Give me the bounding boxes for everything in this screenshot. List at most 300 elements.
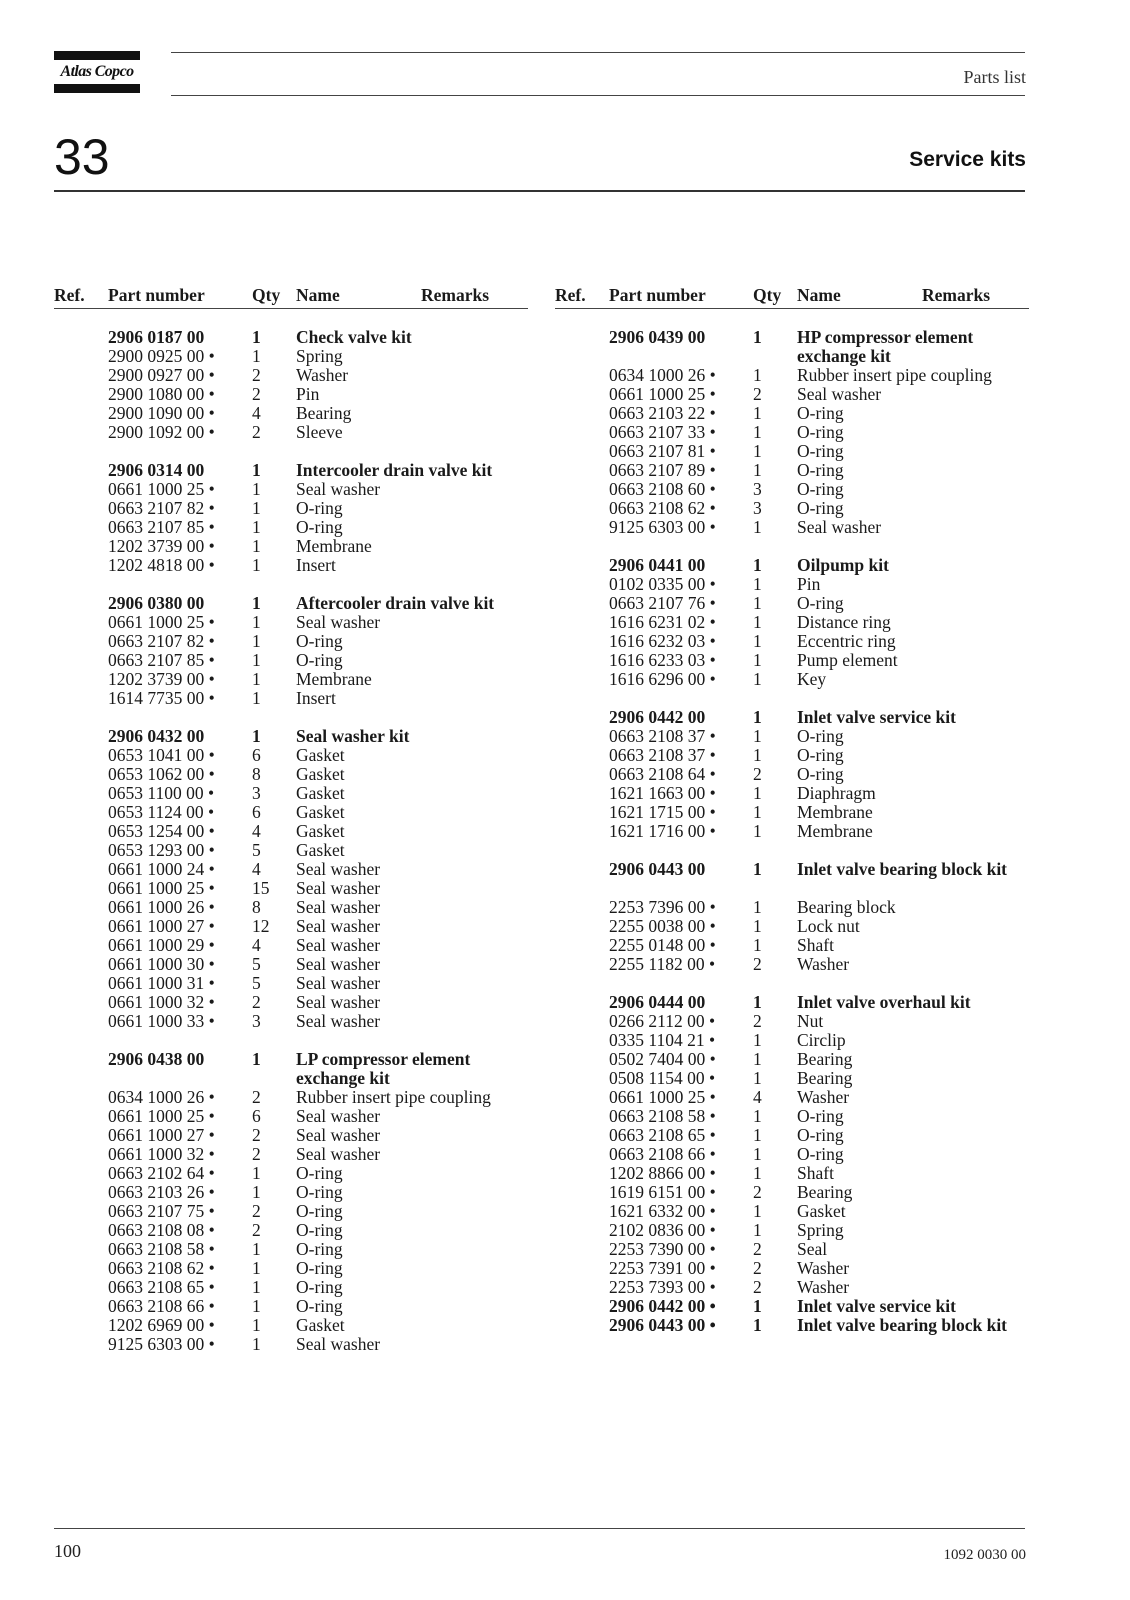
quantity: 1 <box>753 1201 762 1221</box>
quantity: 1 <box>753 745 762 765</box>
part-number: 0661 1000 32 • <box>108 992 215 1012</box>
part-row <box>54 1126 528 1145</box>
part-number: 0653 1100 00 • <box>108 783 215 803</box>
part-row <box>54 1240 528 1259</box>
part-row <box>555 594 1029 613</box>
part-row <box>54 822 528 841</box>
part-number: 1621 1715 00 • <box>609 802 716 822</box>
part-number: 0663 2108 64 • <box>609 764 716 784</box>
part-row <box>54 404 528 423</box>
part-row <box>555 1183 1029 1202</box>
part-name: O-ring <box>296 1220 343 1240</box>
quantity: 1 <box>252 612 261 632</box>
header-remarks: Remarks <box>922 285 991 305</box>
quantity: 3 <box>252 1011 261 1031</box>
part-row <box>555 955 1029 974</box>
part-row <box>555 518 1029 537</box>
chapter-rule <box>54 190 1025 192</box>
quantity: 1 <box>753 935 762 955</box>
part-name: O-ring <box>296 1258 343 1278</box>
part-name: O-ring <box>296 517 343 537</box>
part-name: Gasket <box>296 745 345 765</box>
quantity: 1 <box>252 650 261 670</box>
part-name: Gasket <box>296 764 345 784</box>
quantity: 1 <box>753 1220 762 1240</box>
quantity: 1 <box>252 1182 261 1202</box>
part-number: 0661 1000 25 • <box>609 1087 716 1107</box>
part-row <box>54 1316 528 1335</box>
part-row <box>54 746 528 765</box>
part-row <box>54 784 528 803</box>
quantity: 1 <box>753 460 762 480</box>
quantity: 1 <box>753 593 762 613</box>
part-number: 0661 1000 25 • <box>108 878 215 898</box>
part-row <box>555 1240 1029 1259</box>
part-number: 2906 0443 00 <box>609 859 706 879</box>
quantity: 12 <box>252 916 270 936</box>
chapter-number: 33 <box>54 129 110 185</box>
part-name: Circlip <box>797 1030 846 1050</box>
part-name: Inlet valve overhaul kit <box>797 992 971 1012</box>
part-name: Seal washer <box>296 973 381 993</box>
part-name: Lock nut <box>797 916 860 936</box>
column-header-rule <box>555 308 1029 309</box>
part-row <box>54 518 528 537</box>
quantity: 1 <box>753 631 762 651</box>
part-number: 0653 1254 00 • <box>108 821 215 841</box>
part-number: 0266 2112 00 • <box>609 1011 716 1031</box>
quantity: 1 <box>753 1030 762 1050</box>
part-row <box>555 575 1029 594</box>
part-name: Bearing <box>797 1068 853 1088</box>
part-number: 0663 2107 82 • <box>108 631 215 651</box>
part-row <box>555 822 1029 841</box>
part-name: LP compressor element exchange kit <box>296 1049 471 1088</box>
part-name: Seal washer <box>296 612 381 632</box>
quantity: 1 <box>753 1125 762 1145</box>
quantity: 1 <box>252 593 261 613</box>
part-row <box>555 1069 1029 1088</box>
part-name: Shaft <box>797 1163 834 1183</box>
quantity: 1 <box>753 555 762 575</box>
part-name: Washer <box>797 1277 850 1297</box>
part-name: Washer <box>296 365 349 385</box>
part-number: 1621 6332 00 • <box>609 1201 716 1221</box>
part-name: O-ring <box>797 1144 844 1164</box>
header-name: Name <box>296 285 340 305</box>
kit-group <box>54 328 528 442</box>
part-name: O-ring <box>797 460 844 480</box>
part-number: 2900 1092 00 • <box>108 422 215 442</box>
kit-group <box>555 860 1029 974</box>
parts-column-left <box>54 284 528 1373</box>
part-row <box>54 670 528 689</box>
header-part-number: Part number <box>609 285 706 305</box>
quantity: 1 <box>753 441 762 461</box>
part-number: 2900 1080 00 • <box>108 384 215 404</box>
quantity: 1 <box>252 479 261 499</box>
part-number: 0663 2107 85 • <box>108 517 215 537</box>
part-number: 2253 7396 00 • <box>609 897 716 917</box>
quantity: 4 <box>252 859 261 879</box>
part-number: 1202 3739 00 • <box>108 536 215 556</box>
quantity: 1 <box>753 365 762 385</box>
quantity: 1 <box>252 726 261 746</box>
part-number: 2255 0148 00 • <box>609 935 716 955</box>
part-name: O-ring <box>797 479 844 499</box>
part-number: 2906 0444 00 <box>609 992 706 1012</box>
part-name: O-ring <box>296 1296 343 1316</box>
part-number: 0508 1154 00 • <box>609 1068 716 1088</box>
quantity: 2 <box>252 1125 261 1145</box>
kit-group <box>555 556 1029 689</box>
quantity: 6 <box>252 745 261 765</box>
part-row <box>555 1278 1029 1297</box>
part-number: 1616 6231 02 • <box>609 612 716 632</box>
part-number: 0663 2108 65 • <box>108 1277 215 1297</box>
part-row <box>54 936 528 955</box>
part-number: 0663 2103 22 • <box>609 403 716 423</box>
logo-bar-bottom <box>54 84 140 93</box>
part-name: O-ring <box>296 498 343 518</box>
part-number: 0663 2107 81 • <box>609 441 716 461</box>
part-name: Spring <box>797 1220 844 1240</box>
part-row <box>555 917 1029 936</box>
part-number: 0661 1000 25 • <box>108 612 215 632</box>
quantity: 1 <box>252 536 261 556</box>
part-row <box>555 1221 1029 1240</box>
quantity: 1 <box>753 574 762 594</box>
part-row <box>54 1164 528 1183</box>
part-name: Gasket <box>296 783 345 803</box>
part-row <box>54 898 528 917</box>
part-name: O-ring <box>296 650 343 670</box>
part-number: 2906 0314 00 <box>108 460 205 480</box>
logo-bar-top <box>54 51 140 60</box>
part-number: 0653 1124 00 • <box>108 802 215 822</box>
part-row <box>54 1259 528 1278</box>
quantity: 1 <box>753 1144 762 1164</box>
part-number: 0634 1000 26 • <box>609 365 716 385</box>
part-row <box>54 632 528 651</box>
quantity: 2 <box>252 992 261 1012</box>
part-name: Seal washer <box>296 479 381 499</box>
part-name: Seal washer <box>296 1106 381 1126</box>
header-rule-bottom <box>171 95 1025 96</box>
part-row <box>54 556 528 575</box>
part-row <box>555 746 1029 765</box>
header-remarks: Remarks <box>421 285 490 305</box>
part-number: 0663 2103 26 • <box>108 1182 215 1202</box>
part-row <box>555 1259 1029 1278</box>
part-row <box>54 1145 528 1164</box>
column-header <box>54 284 528 308</box>
part-name: Gasket <box>296 1315 345 1335</box>
part-number: 0634 1000 26 • <box>108 1087 215 1107</box>
part-row <box>555 366 1029 385</box>
part-name: O-ring <box>296 1182 343 1202</box>
quantity: 1 <box>252 631 261 651</box>
part-name: HP compressor element exchange kit <box>797 327 974 366</box>
part-number: 0661 1000 25 • <box>108 1106 215 1126</box>
quantity: 1 <box>252 555 261 575</box>
part-name: Sleeve <box>296 422 343 442</box>
kit-header-row <box>555 328 1029 366</box>
part-number: 0661 1000 32 • <box>108 1144 215 1164</box>
kit-group <box>54 1050 528 1354</box>
part-name: Gasket <box>797 1201 846 1221</box>
quantity: 8 <box>252 764 261 784</box>
part-row <box>555 1050 1029 1069</box>
part-number: 0102 0335 00 • <box>609 574 716 594</box>
document-number: 1092 0030 00 <box>943 1547 1026 1563</box>
part-number: 0663 2108 58 • <box>108 1239 215 1259</box>
quantity: 3 <box>753 498 762 518</box>
part-number: 2900 0925 00 • <box>108 346 215 366</box>
part-name: Seal washer <box>296 992 381 1012</box>
part-name: O-ring <box>296 1239 343 1259</box>
kit-header-row <box>54 727 528 746</box>
quantity: 1 <box>753 897 762 917</box>
part-row <box>555 1202 1029 1221</box>
quantity: 2 <box>753 1182 762 1202</box>
part-number: 2906 0439 00 <box>609 327 706 347</box>
quantity: 1 <box>753 992 762 1012</box>
chapter-title: Service kits <box>909 148 1026 171</box>
quantity: 1 <box>753 1106 762 1126</box>
quantity: 1 <box>753 669 762 689</box>
quantity: 2 <box>753 1239 762 1259</box>
quantity: 5 <box>252 954 261 974</box>
part-number: 0663 2107 76 • <box>609 593 716 613</box>
quantity: 1 <box>753 612 762 632</box>
quantity: 1 <box>753 1163 762 1183</box>
part-row <box>555 1145 1029 1164</box>
part-number: 2253 7393 00 • <box>609 1277 716 1297</box>
quantity: 2 <box>252 1220 261 1240</box>
part-row <box>555 1012 1029 1031</box>
part-row <box>54 1202 528 1221</box>
part-number: 2906 0187 00 <box>108 327 205 347</box>
quantity: 1 <box>252 460 261 480</box>
part-name: Seal washer <box>296 897 381 917</box>
part-name: O-ring <box>296 631 343 651</box>
part-name: Washer <box>797 954 850 974</box>
part-row <box>555 480 1029 499</box>
kit-list <box>555 328 1029 1354</box>
part-row <box>54 765 528 784</box>
part-name: O-ring <box>797 403 844 423</box>
part-row <box>54 1012 528 1031</box>
quantity: 1 <box>252 669 261 689</box>
part-name: Seal <box>797 1239 828 1259</box>
part-number: 0653 1041 00 • <box>108 745 215 765</box>
part-number: 0663 2107 82 • <box>108 498 215 518</box>
quantity: 1 <box>252 498 261 518</box>
part-name: Spring <box>296 346 343 366</box>
part-name: Membrane <box>296 669 372 689</box>
part-name: O-ring <box>797 422 844 442</box>
quantity: 1 <box>753 1068 762 1088</box>
part-row <box>54 689 528 708</box>
part-number: 0661 1000 29 • <box>108 935 215 955</box>
part-name: Seal washer <box>296 916 381 936</box>
quantity: 1 <box>753 802 762 822</box>
part-name: Pump element <box>797 650 898 670</box>
quantity: 2 <box>753 954 762 974</box>
header-qty: Qty <box>252 285 281 305</box>
part-name: Membrane <box>296 536 372 556</box>
part-row <box>555 404 1029 423</box>
kit-group <box>54 461 528 575</box>
quantity: 2 <box>753 1277 762 1297</box>
part-row <box>555 1031 1029 1050</box>
part-name: Membrane <box>797 802 873 822</box>
header-ref: Ref. <box>54 285 85 305</box>
part-name: Seal washer <box>296 859 381 879</box>
part-row <box>54 385 528 404</box>
header-part-number: Part number <box>108 285 205 305</box>
part-row <box>54 1221 528 1240</box>
quantity: 1 <box>753 726 762 746</box>
quantity: 1 <box>252 1334 261 1354</box>
part-number: 2906 0442 00 <box>609 707 706 727</box>
part-number: 0661 1000 26 • <box>108 897 215 917</box>
part-name: Key <box>797 669 827 689</box>
header-name: Name <box>797 285 841 305</box>
quantity: 1 <box>753 1296 762 1316</box>
part-number: 0335 1104 21 • <box>609 1030 716 1050</box>
part-name: Bearing <box>296 403 352 423</box>
quantity: 2 <box>753 764 762 784</box>
kit-group <box>555 993 1029 1354</box>
part-row <box>555 898 1029 917</box>
part-number: 0663 2108 62 • <box>108 1258 215 1278</box>
part-row <box>555 1088 1029 1107</box>
part-name: Insert <box>296 555 336 575</box>
part-name: Pin <box>296 384 320 404</box>
part-name: Washer <box>797 1087 850 1107</box>
quantity: 1 <box>753 403 762 423</box>
part-number: 0663 2108 66 • <box>609 1144 716 1164</box>
part-row <box>54 955 528 974</box>
part-name: Aftercooler drain valve kit <box>296 593 495 613</box>
part-number: 1621 1716 00 • <box>609 821 716 841</box>
quantity: 1 <box>252 1239 261 1259</box>
part-name: O-ring <box>296 1163 343 1183</box>
quantity: 1 <box>753 422 762 442</box>
part-name: Washer <box>797 1258 850 1278</box>
quantity: 6 <box>252 802 261 822</box>
part-number: 0663 2108 65 • <box>609 1125 716 1145</box>
part-row <box>54 651 528 670</box>
quantity: 1 <box>252 1049 261 1069</box>
part-name: Intercooler drain valve kit <box>296 460 493 480</box>
part-row <box>555 670 1029 689</box>
kit-group <box>54 727 528 1031</box>
part-name: O-ring <box>797 745 844 765</box>
kit-header-row <box>555 860 1029 898</box>
kit-header-row <box>54 594 528 613</box>
part-row <box>555 1164 1029 1183</box>
quantity: 15 <box>252 878 270 898</box>
part-name: Gasket <box>296 821 345 841</box>
part-row <box>54 993 528 1012</box>
part-number: 0663 2108 60 • <box>609 479 716 499</box>
part-number: 0663 2107 85 • <box>108 650 215 670</box>
part-number: 0661 1000 31 • <box>108 973 215 993</box>
part-name: Insert <box>296 688 336 708</box>
part-row <box>555 651 1029 670</box>
part-number: 2906 0438 00 <box>108 1049 205 1069</box>
part-name: O-ring <box>296 1201 343 1221</box>
part-number: 0663 2102 64 • <box>108 1163 215 1183</box>
quantity: 1 <box>252 1277 261 1297</box>
part-row <box>54 1335 528 1354</box>
part-name: Eccentric ring <box>797 631 896 651</box>
part-row <box>54 423 528 442</box>
quantity: 1 <box>753 327 762 347</box>
part-number: 0663 2107 75 • <box>108 1201 215 1221</box>
kit-header-row <box>54 1050 528 1088</box>
part-row <box>555 1316 1029 1354</box>
kit-header-row <box>555 993 1029 1012</box>
part-row <box>54 1297 528 1316</box>
part-name: Seal washer <box>296 1125 381 1145</box>
quantity: 2 <box>252 1144 261 1164</box>
part-number: 2253 7391 00 • <box>609 1258 716 1278</box>
part-number: 2906 0442 00 • <box>609 1296 716 1316</box>
part-row <box>54 499 528 518</box>
part-name: Seal washer <box>296 1334 381 1354</box>
part-number: 0661 1000 27 • <box>108 1125 215 1145</box>
part-row <box>555 803 1029 822</box>
part-number: 0661 1000 30 • <box>108 954 215 974</box>
part-number: 9125 6303 00 • <box>108 1334 215 1354</box>
part-name: Inlet valve service kit <box>797 1296 956 1316</box>
part-number: 2253 7390 00 • <box>609 1239 716 1259</box>
part-name: Distance ring <box>797 612 891 632</box>
part-name: O-ring <box>797 1106 844 1126</box>
part-number: 1202 3739 00 • <box>108 669 215 689</box>
part-name: Oilpump kit <box>797 555 889 575</box>
part-row <box>555 1126 1029 1145</box>
part-row <box>54 1183 528 1202</box>
part-number: 2906 0380 00 <box>108 593 205 613</box>
part-number: 2255 1182 00 • <box>609 954 716 974</box>
part-name: Inlet valve bearing block kit <box>797 859 1008 879</box>
part-row <box>54 480 528 499</box>
part-number: 0663 2108 37 • <box>609 745 716 765</box>
part-row <box>555 1107 1029 1126</box>
quantity: 1 <box>252 346 261 366</box>
quantity: 2 <box>753 384 762 404</box>
part-row <box>54 1107 528 1126</box>
part-row <box>555 461 1029 480</box>
quantity: 1 <box>252 1296 261 1316</box>
part-name: Bearing block <box>797 897 896 917</box>
part-row <box>555 499 1029 518</box>
quantity: 1 <box>753 1315 762 1335</box>
part-row <box>555 784 1029 803</box>
kit-header-row <box>54 461 528 480</box>
part-name: O-ring <box>797 1125 844 1145</box>
column-header-rule <box>54 308 528 309</box>
part-name: Bearing <box>797 1049 853 1069</box>
part-row <box>555 632 1029 651</box>
quantity: 4 <box>252 403 261 423</box>
footer-rule <box>54 1528 1025 1529</box>
